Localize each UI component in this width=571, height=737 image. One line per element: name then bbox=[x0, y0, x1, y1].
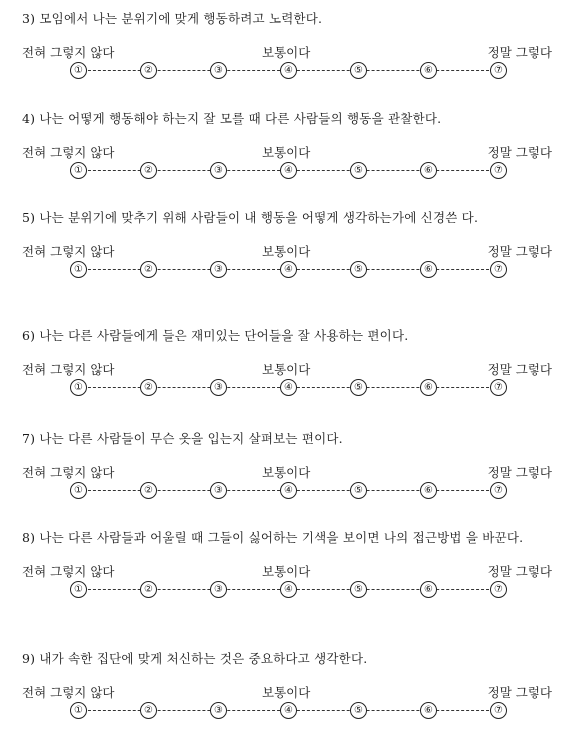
scale-option[interactable]: ⑤ bbox=[350, 581, 367, 598]
scale-option[interactable]: ⑥ bbox=[420, 62, 437, 79]
scale-anchors bbox=[22, 683, 552, 701]
likert-scale bbox=[22, 702, 552, 720]
scale-label-right: 정말 그렇다 bbox=[487, 145, 552, 160]
scale-label-left: 전혀 그렇지 않다 bbox=[22, 685, 115, 700]
scale-option[interactable]: ⑤ bbox=[350, 702, 367, 719]
question-text: 4) 나는 어떻게 행동해야 하는지 잘 모를 때 다른 사람들의 행동을 관찰한다. bbox=[22, 111, 442, 126]
scale-option[interactable]: ① bbox=[70, 162, 87, 179]
scale-option[interactable]: ⑥ bbox=[420, 702, 437, 719]
question-text: 5) 나는 분위기에 맞추기 위해 사람들이 내 행동을 어떻게 생각하는가에 신경쓴 다. bbox=[22, 210, 479, 225]
scale-option[interactable]: ③ bbox=[210, 162, 227, 179]
scale-option[interactable]: ⑦ bbox=[490, 482, 507, 499]
scale-label-middle: 보통이다 bbox=[262, 564, 311, 579]
scale-label-middle: 보통이다 bbox=[262, 244, 311, 259]
question-block bbox=[22, 428, 552, 500]
scale-label-middle: 보통이다 bbox=[262, 45, 311, 60]
scale-option[interactable]: ④ bbox=[280, 162, 297, 179]
scale-label-left: 전혀 그렇지 않다 bbox=[22, 362, 115, 377]
question-block bbox=[22, 648, 552, 720]
scale-option[interactable]: ① bbox=[70, 261, 87, 278]
likert-scale bbox=[22, 162, 552, 180]
scale-option[interactable]: ⑥ bbox=[420, 162, 437, 179]
scale-option[interactable]: ③ bbox=[210, 379, 227, 396]
question-block bbox=[22, 527, 552, 599]
scale-option[interactable]: ① bbox=[70, 702, 87, 719]
scale-option[interactable]: ③ bbox=[210, 702, 227, 719]
question-block bbox=[22, 325, 552, 397]
scale-option[interactable]: ① bbox=[70, 581, 87, 598]
likert-scale bbox=[22, 482, 552, 500]
scale-option[interactable]: ② bbox=[140, 379, 157, 396]
scale-option[interactable]: ⑥ bbox=[420, 581, 437, 598]
scale-anchors bbox=[22, 562, 552, 580]
question-block bbox=[22, 207, 552, 279]
scale-option[interactable]: ⑦ bbox=[490, 162, 507, 179]
scale-option[interactable]: ④ bbox=[280, 482, 297, 499]
scale-label-right: 정말 그렇다 bbox=[487, 45, 552, 60]
scale-label-right: 정말 그렇다 bbox=[487, 564, 552, 579]
scale-label-right: 정말 그렇다 bbox=[487, 244, 552, 259]
scale-option[interactable]: ② bbox=[140, 581, 157, 598]
scale-option[interactable]: ⑤ bbox=[350, 379, 367, 396]
question-block bbox=[22, 8, 552, 80]
scale-option[interactable]: ⑦ bbox=[490, 702, 507, 719]
scale-option[interactable]: ② bbox=[140, 702, 157, 719]
scale-anchors bbox=[22, 242, 552, 260]
scale-label-middle: 보통이다 bbox=[262, 362, 311, 377]
scale-label-middle: 보통이다 bbox=[262, 685, 311, 700]
scale-anchors bbox=[22, 360, 552, 378]
scale-label-left: 전혀 그렇지 않다 bbox=[22, 564, 115, 579]
scale-option[interactable]: ③ bbox=[210, 581, 227, 598]
question-text: 8) 나는 다른 사람들과 어울릴 때 그들이 싫어하는 기색을 보이면 나의 접근방법 을 바꾼다. bbox=[22, 530, 524, 545]
scale-option[interactable]: ② bbox=[140, 62, 157, 79]
scale-option[interactable]: ④ bbox=[280, 261, 297, 278]
scale-option[interactable]: ⑦ bbox=[490, 379, 507, 396]
scale-option[interactable]: ② bbox=[140, 261, 157, 278]
question-text: 7) 나는 다른 사람들이 무슨 옷을 입는지 살펴보는 편이다. bbox=[22, 431, 343, 446]
question-text: 6) 나는 다른 사람들에게 들은 재미있는 단어들을 잘 사용하는 편이다. bbox=[22, 328, 409, 343]
scale-option[interactable]: ⑤ bbox=[350, 62, 367, 79]
likert-scale bbox=[22, 62, 552, 80]
likert-scale bbox=[22, 581, 552, 599]
scale-option[interactable]: ④ bbox=[280, 62, 297, 79]
scale-option[interactable]: ③ bbox=[210, 62, 227, 79]
scale-label-right: 정말 그렇다 bbox=[487, 465, 552, 480]
scale-option[interactable]: ⑤ bbox=[350, 482, 367, 499]
scale-label-right: 정말 그렇다 bbox=[487, 685, 552, 700]
scale-label-left: 전혀 그렇지 않다 bbox=[22, 465, 115, 480]
scale-option[interactable]: ① bbox=[70, 482, 87, 499]
scale-label-middle: 보통이다 bbox=[262, 465, 311, 480]
scale-option[interactable]: ① bbox=[70, 62, 87, 79]
scale-label-middle: 보통이다 bbox=[262, 145, 311, 160]
scale-option[interactable]: ⑦ bbox=[490, 261, 507, 278]
scale-option[interactable]: ③ bbox=[210, 482, 227, 499]
question-text: 9) 내가 속한 집단에 맞게 처신하는 것은 중요하다고 생각한다. bbox=[22, 651, 368, 666]
scale-option[interactable]: ④ bbox=[280, 581, 297, 598]
scale-option[interactable]: ⑦ bbox=[490, 62, 507, 79]
likert-scale bbox=[22, 379, 552, 397]
scale-option[interactable]: ③ bbox=[210, 261, 227, 278]
question-text: 3) 모임에서 나는 분위기에 맞게 행동하려고 노력한다. bbox=[22, 11, 323, 26]
scale-label-right: 정말 그렇다 bbox=[487, 362, 552, 377]
question-block bbox=[22, 108, 552, 180]
scale-anchors bbox=[22, 463, 552, 481]
scale-option[interactable]: ④ bbox=[280, 379, 297, 396]
scale-label-left: 전혀 그렇지 않다 bbox=[22, 45, 115, 60]
scale-option[interactable]: ⑤ bbox=[350, 162, 367, 179]
scale-option[interactable]: ① bbox=[70, 379, 87, 396]
scale-anchors bbox=[22, 43, 552, 61]
scale-option[interactable]: ⑥ bbox=[420, 261, 437, 278]
scale-option[interactable]: ⑥ bbox=[420, 379, 437, 396]
scale-option[interactable]: ⑤ bbox=[350, 261, 367, 278]
scale-option[interactable]: ⑦ bbox=[490, 581, 507, 598]
scale-option[interactable]: ⑥ bbox=[420, 482, 437, 499]
likert-scale bbox=[22, 261, 552, 279]
scale-anchors bbox=[22, 143, 552, 161]
scale-option[interactable]: ② bbox=[140, 482, 157, 499]
scale-label-left: 전혀 그렇지 않다 bbox=[22, 244, 115, 259]
scale-option[interactable]: ② bbox=[140, 162, 157, 179]
scale-label-left: 전혀 그렇지 않다 bbox=[22, 145, 115, 160]
scale-option[interactable]: ④ bbox=[280, 702, 297, 719]
